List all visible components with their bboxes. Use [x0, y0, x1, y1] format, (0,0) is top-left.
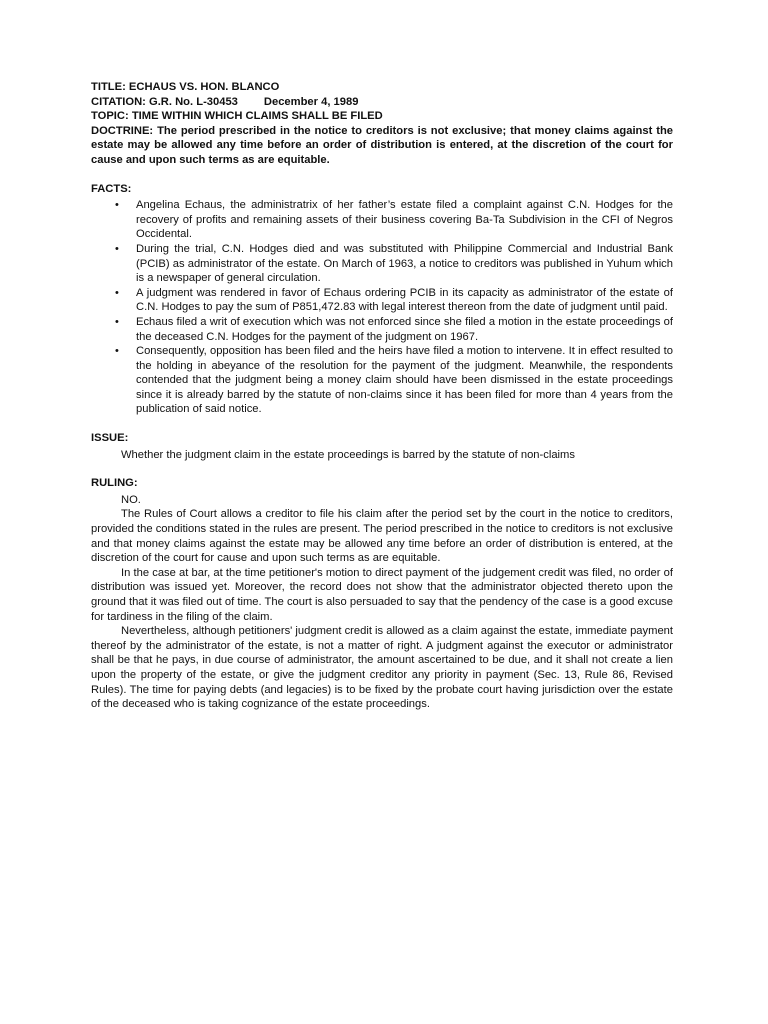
ruling-paragraph: The Rules of Court allows a creditor to file his claim after the period set by the court in the notice to creditors, provided the conditions stated in the rules are present. The period prescribed in the notice to creditors is not exclusive and that money claims against the estate may be allowed any time before an order of distribution is entered, at the discretion of the court for cause and upon such terms as are equitable.	[91, 508, 673, 565]
citation-date: December 4, 1989	[263, 95, 359, 108]
title-value: ECHAUS VS. HON. BLANCO	[128, 81, 280, 93]
title-line	[91, 80, 673, 95]
topic-value: TIME WITHIN WHICH CLAIMS SHALL BE FILED	[131, 110, 383, 123]
ruling-heading: RULING:	[91, 477, 138, 490]
facts-list	[91, 198, 673, 417]
list-item	[91, 198, 673, 242]
citation-value: G.R. No. L-30453	[149, 95, 238, 108]
list-item	[91, 286, 673, 315]
fact-text: Angelina Echaus, the administratrix of her father’s estate filed a complaint against C.N. Hodges for the recovery of profits and remaining assets of their business covering Ba-Ta Subdivision in the CFI of Negros Occidental.	[136, 199, 673, 241]
list-item	[91, 344, 673, 417]
doctrine-label: DOCTRINE:	[91, 124, 154, 137]
bullet-icon: •	[115, 242, 119, 255]
list-item	[91, 315, 673, 344]
bullet-icon: •	[115, 286, 119, 299]
fact-text: Consequently, opposition has been filed and the heirs have filed a motion to intervene. It in effect resulted to the holding in abeyance of the resolution for the payment of the judgment. Meanwhile, the respondents contended that the judgment being a money claim should have been dismissed in the estate proceedings since it is already barred by the statute of non-claims since it has been filed for more than 4 years from the publication of said notice.	[136, 345, 673, 416]
doctrine-value: The period prescribed in the notice to creditors is not exclusive; that money claims against the estate may be allowed any time before an order of distribution is entered, at the discretion of the court for cause and upon such terms as are equitable.	[91, 124, 674, 166]
facts-heading: FACTS:	[91, 182, 132, 195]
title-label: TITLE:	[91, 81, 126, 93]
issue-heading: ISSUE:	[91, 432, 129, 445]
issue-text: Whether the judgment claim in the estate proceedings is barred by the statute of non-claims	[121, 448, 575, 461]
topic-label: TOPIC:	[91, 110, 129, 123]
fact-text: Echaus filed a writ of execution which was not enforced since she filed a motion in the estate proceedings of the deceased C.N. Hodges for the payment of the judgment on 1967.	[136, 315, 673, 343]
bullet-icon: •	[115, 315, 119, 328]
doctrine-paragraph	[91, 124, 673, 168]
bullet-icon: •	[115, 345, 119, 358]
ruling-answer: NO.	[121, 493, 141, 506]
fact-text: A judgment was rendered in favor of Echaus ordering PCIB in its capacity as administrator of the estate of C.N. Hodges to pay the sum of P851,472.83 with legal interest thereon from the date of judgment until paid.	[136, 286, 673, 314]
fact-text: During the trial, C.N. Hodges died and was substituted with Philippine Commercial and Industrial Bank (PCIB) as administrator of the estate. On March of 1963, a notice to creditors was published in Yuhum which is a newspaper of general circulation.	[136, 242, 673, 285]
ruling-paragraph: Nevertheless, although petitioners' judgment credit is allowed as a claim against the estate, immediate payment thereof by the administrator of the estate, is not a matter of right. A judgment against the executor or administrator shall be that he pays, in due course of administrator, the amount ascertained to be due, and it shall not create a lien upon the property of the estate, or give the judgment creditor any priority in payment (Sec. 13, Rule 86, Revised Rules). The time for paying debts (and legacies) is to be fixed by the probate court having jurisdiction over the estate of the deceased who is taking cognizance of the estate proceedings.	[91, 625, 673, 711]
list-item	[91, 242, 673, 286]
citation-line	[91, 95, 673, 110]
topic-line	[91, 109, 673, 124]
bullet-icon: •	[115, 199, 119, 212]
ruling-paragraph: In the case at bar, at the time petitioner's motion to direct payment of the judgement credit was filed, no order of distribution was issued yet. Moreover, the record does not show that the administrator objected thereto upon the ground that it was filed out of time. The court is also persuaded to say that the pendency of the case is a good excuse for tardiness in the filing of the claim.	[91, 566, 673, 623]
citation-label: CITATION:	[91, 95, 146, 108]
document-body	[91, 80, 673, 712]
